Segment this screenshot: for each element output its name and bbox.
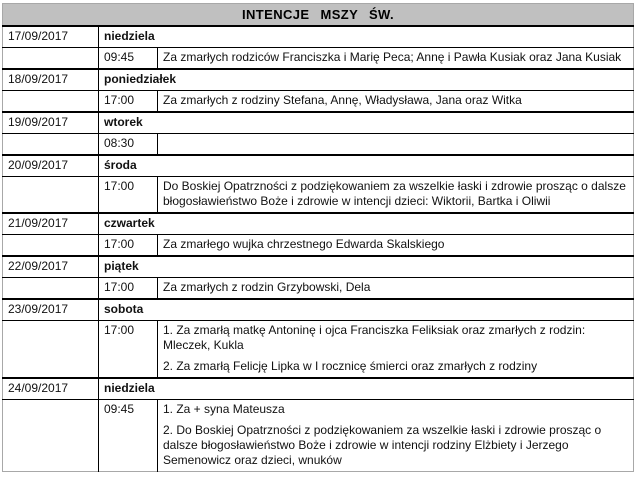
intention-text: Za zmarłych z rodzin Grzybowski, Dela [163,280,371,294]
time-cell: 17:00 [99,278,158,300]
table-body [3,26,634,472]
day-row [3,256,634,278]
page [0,3,638,496]
intention-text: 2. Za zmarłą Felicję Lipka w I rocznicę śmierci oraz zmarłych z rodziny [163,359,538,373]
day-name-cell: poniedziałek [99,69,634,91]
table-title: INTENCJE MSZY ŚW. [3,4,634,27]
day-name-cell: środa [99,155,634,177]
day-name-cell: czwartek [99,213,634,235]
date-spacer-cell [3,278,99,300]
date-spacer-cell [3,400,99,472]
mass-row [3,321,634,379]
date-cell: 19/09/2017 [3,112,99,134]
date-spacer-cell [3,321,99,379]
time-cell: 17:00 [99,321,158,379]
mass-row [3,177,634,214]
intention-text: 2. Do Boskiej Opatrzności z podziękowaniem za wszelkie łaski i zdrowie prosząc o dalsze błogosławieństwo Boże i zdrowie w intencji rodziny Elżbiety i Jerzego Semenowicz oraz dzieci, wnuków [163,423,602,467]
date-spacer-cell [3,134,99,156]
intention-text: Za zmarłych rodziców Franciszka i Marię Peca; Annę i Pawła Kusiak oraz Jana Kusiak [163,50,622,64]
day-row [3,69,634,91]
intention-cell [158,48,634,70]
date-cell: 23/09/2017 [3,299,99,321]
time-cell: 17:00 [99,235,158,257]
intention-text: Za zmarłego wujka chrzestnego Edwarda Skalskiego [163,237,445,251]
mass-row [3,235,634,257]
day-row [3,155,634,177]
time-cell: 08:30 [99,134,158,156]
date-cell: 21/09/2017 [3,213,99,235]
time-cell: 09:45 [99,400,158,472]
day-row [3,299,634,321]
date-spacer-cell [3,48,99,70]
intention-cell [158,278,634,300]
day-name-cell: wtorek [99,112,634,134]
date-cell: 20/09/2017 [3,155,99,177]
intention-cell [158,177,634,214]
time-cell: 17:00 [99,177,158,214]
mass-row [3,91,634,113]
intention-text: 1. Za + syna Mateusza [163,402,285,416]
day-row [3,26,634,48]
day-name-cell: niedziela [99,378,634,400]
mass-row [3,48,634,70]
date-spacer-cell [3,91,99,113]
intention-cell [158,400,634,472]
mass-row [3,278,634,300]
day-row [3,112,634,134]
day-name-cell: sobota [99,299,634,321]
date-cell: 24/09/2017 [3,378,99,400]
intention-cell [158,134,634,156]
date-spacer-cell [3,235,99,257]
day-name-cell: niedziela [99,26,634,48]
mass-intentions-table [2,3,634,472]
date-cell: 17/09/2017 [3,26,99,48]
table-header [3,4,634,27]
mass-row [3,400,634,472]
date-cell: 18/09/2017 [3,69,99,91]
intention-text: Do Boskiej Opatrzności z podziękowaniem za wszelkie łaski i zdrowie prosząc o dalsze błogosławieństwo Boże i zdrowie w intencji dzieci: Wiktorii, Bartka i Oliwii [163,179,626,208]
date-cell: 22/09/2017 [3,256,99,278]
day-row [3,213,634,235]
intention-text: Za zmarłych z rodziny Stefana, Annę, Władysława, Jana oraz Witka [163,93,522,107]
time-cell: 17:00 [99,91,158,113]
intention-cell [158,91,634,113]
date-spacer-cell [3,177,99,214]
intention-cell [158,235,634,257]
intention-text: 1. Za zmarłą matkę Antoninę i ojca Franciszka Feliksiak oraz zmarłych z rodzin: Mleczek, Kukla [163,323,586,352]
time-cell: 09:45 [99,48,158,70]
day-row [3,378,634,400]
mass-row [3,134,634,156]
intention-cell [158,321,634,379]
day-name-cell: piątek [99,256,634,278]
title-row [3,4,634,27]
